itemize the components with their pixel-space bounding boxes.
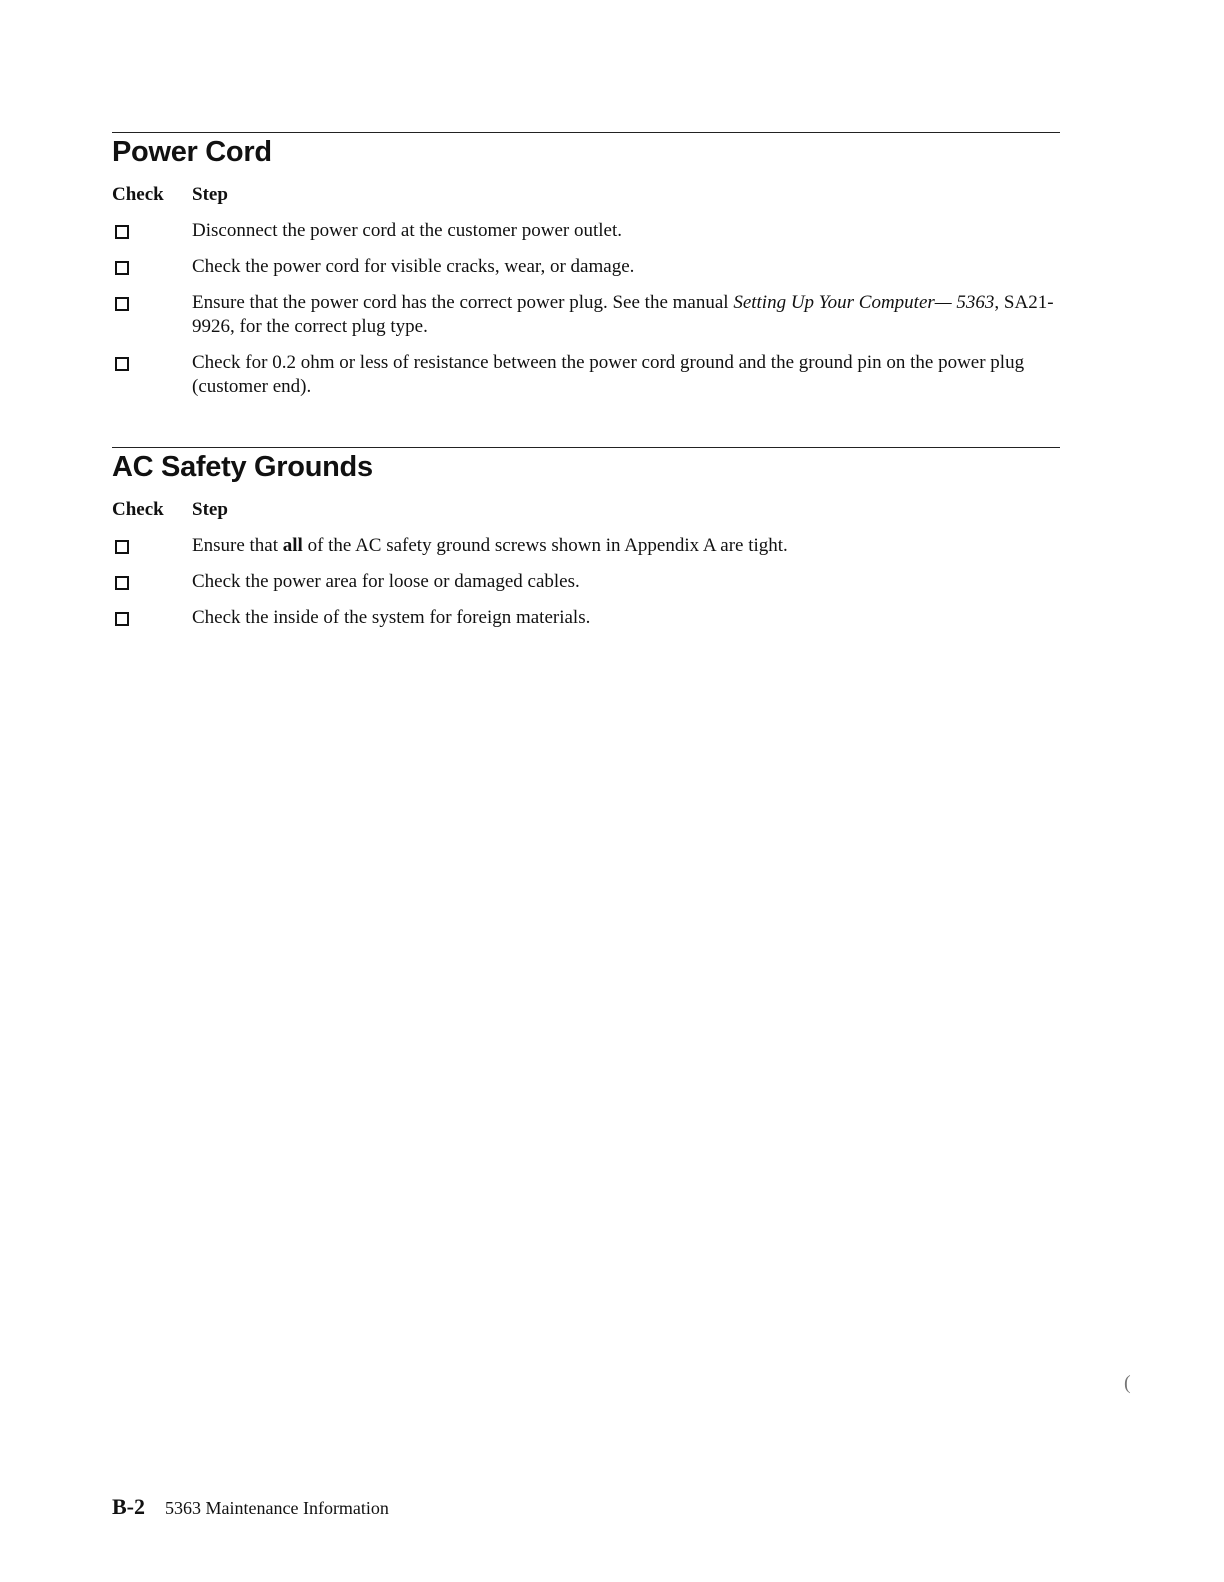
margin-mark: ( xyxy=(1124,1372,1131,1394)
page-footer xyxy=(112,1494,389,1521)
step-text-part: of the AC safety ground screws shown in Appendix A are tight. xyxy=(302,535,788,556)
section-power-cord xyxy=(112,132,1060,399)
step-text-part: , SA21-9926, for the correct plug type. xyxy=(192,292,1054,337)
check-column-header: Check xyxy=(112,499,164,520)
checklist-item xyxy=(112,570,1060,594)
checkbox[interactable] xyxy=(115,297,129,311)
manual-title: Setting Up Your Computer— 5363 xyxy=(733,292,995,313)
check-column-header: Check xyxy=(112,184,164,205)
checklist-item xyxy=(112,351,1060,399)
checklist-item xyxy=(112,291,1060,339)
checkbox[interactable] xyxy=(115,540,129,554)
step-text-part: Ensure that the power cord has the correct power plug. See the manual xyxy=(192,292,734,313)
step-text-part: Ensure that xyxy=(192,535,283,556)
emphasis: all xyxy=(282,535,303,556)
section-title: Power Cord xyxy=(112,136,272,168)
step-text: Check the power cord for visible cracks, wear, or damage. xyxy=(192,256,635,277)
page-number: B-2 xyxy=(112,1494,145,1519)
section-ac-safety-grounds xyxy=(112,447,1060,630)
section-rule xyxy=(112,447,1060,448)
step-text: Check the inside of the system for foreign materials. xyxy=(192,607,591,628)
checkbox[interactable] xyxy=(115,576,129,590)
document-title: 5363 Maintenance Information xyxy=(165,1498,389,1518)
step-column-header: Step xyxy=(192,184,228,205)
checkbox[interactable] xyxy=(115,261,129,275)
step-text: Check for 0.2 ohm or less of resistance between the power cord ground and the ground pin on the power plug (customer end). xyxy=(192,352,1025,397)
section-title: AC Safety Grounds xyxy=(112,451,373,483)
checkbox[interactable] xyxy=(115,225,129,239)
checklist-item xyxy=(112,606,1060,630)
step-text: Disconnect the power cord at the customer power outlet. xyxy=(192,220,622,241)
checklist-item xyxy=(112,219,1060,243)
section-rule xyxy=(112,132,1060,133)
step-text: Check the power area for loose or damaged cables. xyxy=(192,571,580,592)
step-text xyxy=(192,534,1060,558)
checkbox[interactable] xyxy=(115,612,129,626)
step-text xyxy=(192,291,1060,339)
checklist-item xyxy=(112,534,1060,558)
column-headers xyxy=(112,183,1060,207)
checklist-item xyxy=(112,255,1060,279)
column-headers xyxy=(112,498,1060,522)
checkbox[interactable] xyxy=(115,357,129,371)
step-column-header: Step xyxy=(192,499,228,520)
